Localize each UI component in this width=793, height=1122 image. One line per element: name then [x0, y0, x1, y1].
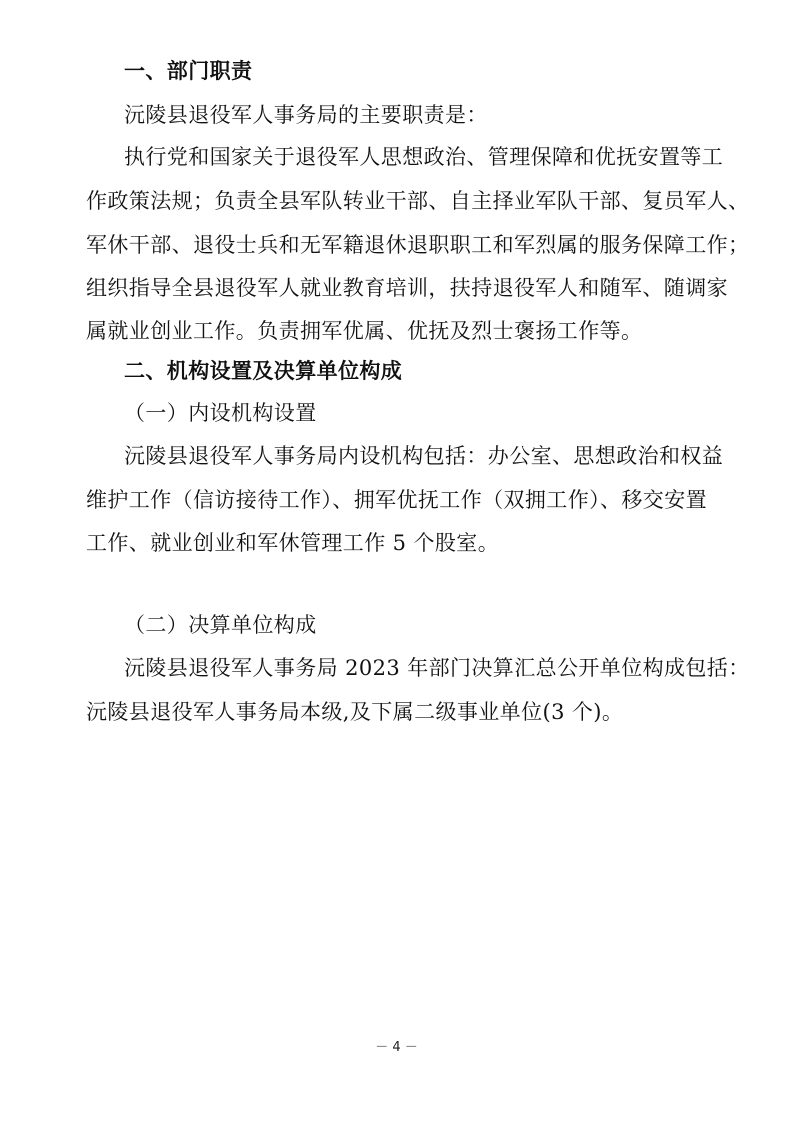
responsibilities-line: 军休干部、退役士兵和无军籍退休退职职工和军烈属的服务保障工作；	[86, 233, 750, 257]
responsibilities-line: 属就业创业工作。负责拥军优属、优抚及烈士褒扬工作等。	[86, 319, 643, 343]
section-heading-responsibilities: 一、部门职责	[124, 59, 253, 83]
responsibilities-line: 执行党和国家关于退役军人思想政治、管理保障和优抚安置等工	[124, 145, 724, 169]
internal-units-line: 沅陵县退役军人事务局内设机构包括：办公室、思想政治和权益	[124, 444, 724, 468]
page-number: － 4 －	[375, 1040, 418, 1055]
internal-units-line: 工作、就业创业和军休管理工作 5 个股室。	[86, 531, 500, 555]
final-accounts-line: 沅陵县退役军人事务局本级,及下属二级事业单位(3 个)。	[86, 700, 624, 724]
final-accounts-line: 沅陵县退役军人事务局 2023 年部门决算汇总公开单位构成包括：	[124, 656, 750, 680]
responsibilities-intro: 沅陵县退役军人事务局的主要职责是：	[124, 103, 488, 127]
internal-units-line: 维护工作（信访接待工作）、拥军优抚工作（双拥工作）、移交安置	[86, 488, 707, 512]
section-heading-organization: 二、机构设置及决算单位构成	[124, 359, 403, 383]
responsibilities-line: 组织指导全县退役军人就业教育培训，扶持退役军人和随军、随调家	[86, 276, 728, 300]
subsection-heading-internal-units: （一）内设机构设置	[124, 401, 317, 425]
responsibilities-line: 作政策法规；负责全县军队转业干部、自主择业军队干部、复员军人、	[86, 189, 750, 213]
subsection-heading-final-accounts-units: （二）决算单位构成	[124, 613, 317, 637]
